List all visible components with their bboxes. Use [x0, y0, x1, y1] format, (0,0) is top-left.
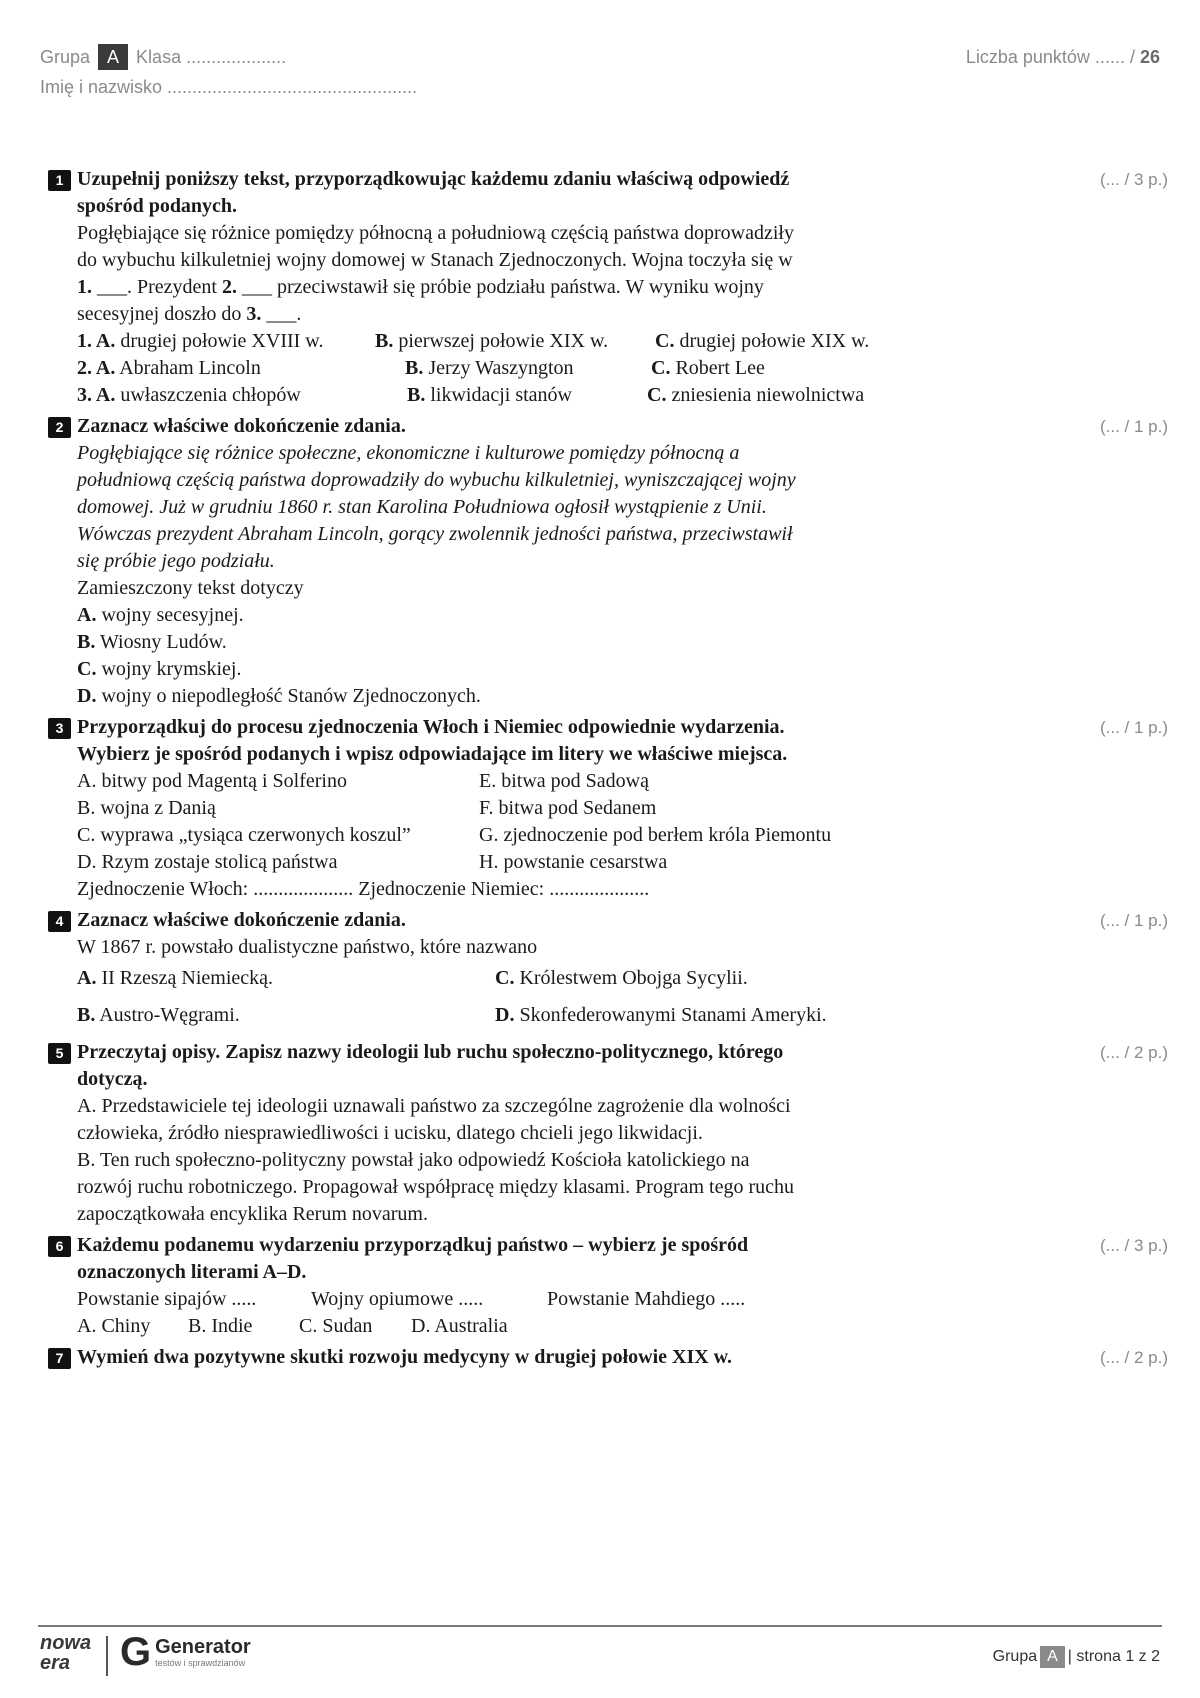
- country-options: [77, 1313, 947, 1340]
- task-points: (... / 1 p.): [1099, 911, 1168, 930]
- blank-number: 2.: [221, 276, 237, 298]
- points-label: Liczba punktów ...... /: [965, 47, 1135, 67]
- task-points: (... / 3 p.): [1099, 170, 1168, 189]
- task-3: [48, 714, 1168, 903]
- task-question: Przeczytaj opisy. Zapisz nazwy ideologii lub ruchu społeczno-politycznego, którego: [77, 1041, 784, 1063]
- option-c[interactable]: [651, 355, 765, 382]
- event-item: A. bitwy pod Magentą i Solferino: [77, 770, 347, 792]
- event-row: [77, 822, 947, 849]
- option-letter: B.: [77, 1004, 96, 1026]
- country-option: D. Australia: [411, 1315, 508, 1337]
- class-field: Klasa ....................: [136, 47, 287, 67]
- header-left: [40, 42, 417, 102]
- task-question: dotyczą.: [77, 1068, 148, 1090]
- event-item[interactable]: Powstanie Mahdiego .....: [547, 1288, 746, 1310]
- event-row: [77, 849, 947, 876]
- task-number: 5: [48, 1043, 71, 1064]
- option-a[interactable]: [77, 965, 495, 992]
- country-option: A. Chiny: [77, 1315, 151, 1337]
- generator-g-icon: G: [120, 1630, 152, 1674]
- option-text: wojny o niepodległość Stanów Zjednoczonych.: [96, 685, 481, 707]
- task-text: do wybuchu kilkuletniej wojny domowej w Stanach Zjednoczonych. Wojna toczyła się w: [77, 249, 793, 271]
- option-b[interactable]: [77, 1002, 495, 1029]
- description-b: rozwój ruchu robotniczego. Propagował współpracę między klasami. Program tego ruchu: [77, 1176, 795, 1198]
- task-5: [48, 1039, 1168, 1228]
- event-item: B. wojna z Danią: [77, 797, 216, 819]
- option-text: Skonfederowanymi Stanami Ameryki.: [514, 1004, 827, 1026]
- task-stem: W 1867 r. powstało dualistyczne państwo, które nazwano: [77, 936, 538, 958]
- task-number: 3: [48, 718, 71, 739]
- group-badge: A: [98, 44, 128, 70]
- option-c[interactable]: [495, 965, 748, 992]
- option-a[interactable]: [77, 602, 947, 629]
- option-text: wojny krymskiej.: [96, 658, 242, 680]
- option-a[interactable]: [77, 382, 407, 409]
- option-letter: D.: [495, 1004, 515, 1026]
- generator-tagline: testów i sprawdzianów: [155, 1658, 246, 1668]
- option-letter: C.: [647, 384, 667, 406]
- event-item: H. powstanie cesarstwa: [479, 851, 668, 873]
- option-row: [77, 382, 947, 409]
- option-row: [77, 328, 947, 355]
- task-1: [48, 166, 1168, 409]
- event-item: F. bitwa pod Sedanem: [479, 797, 657, 819]
- option-row: [77, 965, 947, 992]
- task-text: [77, 301, 947, 328]
- task-number: 6: [48, 1236, 71, 1257]
- task-stem: Zamieszczony tekst dotyczy: [77, 577, 304, 599]
- option-text: uwłaszczenia chłopów: [115, 384, 301, 406]
- blank-number: 3.: [246, 303, 262, 325]
- task-number: 1: [48, 170, 71, 191]
- task-number: 4: [48, 911, 71, 932]
- footer-group-badge: A: [1040, 1646, 1065, 1668]
- task-question: Wymień dwa pozytywne skutki rozwoju medycyny w drugiej połowie XIX w.: [77, 1346, 733, 1368]
- task-4: [48, 907, 1168, 1035]
- logo-text: nowa: [40, 1632, 92, 1654]
- description-b: B. Ten ruch społeczno-polityczny powstał jako odpowiedź Kościoła katolickiego na: [77, 1149, 750, 1171]
- task-2: [48, 413, 1168, 710]
- task-question: Zaznacz właściwe dokończenie zdania.: [77, 909, 406, 931]
- option-d[interactable]: [495, 1002, 827, 1029]
- answer-line[interactable]: Zjednoczenie Włoch: .................... Zjednoczenie Niemiec: ....................: [77, 878, 650, 900]
- source-text: się próbie jego podziału.: [77, 550, 275, 572]
- task-question: oznaczonych literami A–D.: [77, 1261, 307, 1283]
- option-text: II Rzeszą Niemiecką.: [96, 967, 274, 989]
- option-c[interactable]: [647, 382, 864, 409]
- task-6: [48, 1232, 1168, 1340]
- task-question: Wybierz je spośród podanych i wpisz odpowiadające im litery we właściwe miejsca.: [77, 743, 788, 765]
- nowa-era-logo: [40, 1633, 91, 1673]
- option-letter: B.: [405, 357, 424, 379]
- option-letter: A.: [77, 967, 97, 989]
- option-text: Królestwem Obojga Sycylii.: [514, 967, 748, 989]
- option-letter: D.: [77, 685, 97, 707]
- option-b[interactable]: [407, 382, 647, 409]
- option-text: wojny secesyjnej.: [96, 604, 244, 626]
- description-b: zapoczątkowała encyklika Rerum novarum.: [77, 1203, 428, 1225]
- option-text: likwidacji stanów: [425, 384, 572, 406]
- task-question: Zaznacz właściwe dokończenie zdania.: [77, 415, 406, 437]
- option-letter: C.: [651, 357, 671, 379]
- page-number: | strona 1 z 2: [1067, 1648, 1160, 1665]
- option-text: Abraham Lincoln: [115, 357, 261, 379]
- option-text: zniesienia niewolnictwa: [666, 384, 865, 406]
- generator-title: Generator: [155, 1636, 251, 1658]
- option-letter: B.: [375, 330, 394, 352]
- country-option: B. Indie: [188, 1315, 253, 1337]
- points-total: 26: [1139, 47, 1160, 67]
- description-a: A. Przedstawiciele tej ideologii uznawali państwo za szczególne zagrożenie dla wolności: [77, 1095, 791, 1117]
- page-info: [993, 1645, 1160, 1669]
- option-b[interactable]: [405, 355, 651, 382]
- option-c[interactable]: [77, 656, 947, 683]
- option-text: Jerzy Waszyngton: [423, 357, 574, 379]
- option-letter: C.: [655, 330, 675, 352]
- header-right: [966, 42, 1160, 72]
- event-item: C. wyprawa „tysiąca czerwonych koszul”: [77, 824, 411, 846]
- task-7: [48, 1344, 1168, 1371]
- task-text: [77, 274, 947, 301]
- task-text: Pogłębiające się różnice pomiędzy północną a południową częścią państwa doprowadziły: [77, 222, 794, 244]
- event-row: [77, 795, 947, 822]
- description-a: człowieka, źródło niesprawiedliwości i ucisku, dlatego chcieli jego likwidacji.: [77, 1122, 703, 1144]
- event-item[interactable]: Wojny opiumowe .....: [311, 1288, 484, 1310]
- option-letter: 2. A.: [77, 357, 116, 379]
- task-points: (... / 1 p.): [1099, 718, 1168, 737]
- group-label: Grupa: [40, 47, 91, 67]
- option-b[interactable]: [77, 629, 947, 656]
- option-text: Austro-Węgrami.: [95, 1004, 240, 1026]
- option-a[interactable]: [77, 355, 405, 382]
- option-letter: C.: [495, 967, 515, 989]
- option-letter: B.: [77, 631, 96, 653]
- source-text: Wówczas prezydent Abraham Lincoln, gorący zwolennik jedności państwa, przeciwstawił: [77, 523, 793, 545]
- option-text: Robert Lee: [670, 357, 765, 379]
- name-field: Imię i nazwisko ..................................................: [40, 77, 418, 97]
- option-text: drugiej połowie XVIII w.: [115, 330, 324, 352]
- source-text: Pogłębiające się różnice społeczne, ekonomiczne i kulturowe pomiędzy północną a: [77, 442, 740, 464]
- event-item: E. bitwa pod Sadową: [479, 770, 649, 792]
- task-points: (... / 2 p.): [1099, 1348, 1168, 1367]
- worksheet: [48, 166, 1168, 1371]
- option-b[interactable]: [375, 328, 655, 355]
- blank-number: 1.: [77, 276, 92, 298]
- option-row: [77, 1002, 947, 1029]
- task-points: (... / 3 p.): [1099, 1236, 1168, 1255]
- task-question: Uzupełnij poniższy tekst, przyporządkowując każdemu zdaniu właściwą odpowiedź: [77, 168, 790, 190]
- footer-group-label: Grupa: [992, 1648, 1038, 1665]
- text-fragment: ___. Prezydent: [92, 276, 222, 298]
- task-question: Przyporządkuj do procesu zjednoczenia Włoch i Niemiec odpowiednie wydarzenia.: [77, 716, 785, 738]
- task-number: 7: [48, 1348, 71, 1369]
- option-text: drugiej połowie XIX w.: [674, 330, 870, 352]
- option-letter: 1. A.: [77, 330, 116, 352]
- event-item[interactable]: Powstanie sipajów .....: [77, 1288, 257, 1310]
- logo-separator: [106, 1636, 108, 1676]
- option-letter: C.: [77, 658, 97, 680]
- task-question: spośród podanych.: [77, 195, 238, 217]
- footer-divider: [38, 1625, 1162, 1627]
- event-row: [77, 1286, 947, 1313]
- source-text: domowej. Już w grudniu 1860 r. stan Karolina Południowa ogłosił wystąpienie z Unii.: [77, 496, 767, 518]
- option-text: Wiosny Ludów.: [95, 631, 227, 653]
- event-item: G. zjednoczenie pod berłem króla Piemontu: [479, 824, 832, 846]
- event-item: D. Rzym zostaje stolicą państwa: [77, 851, 338, 873]
- text-fragment: ___ przeciwstawił się próbie podziału państwa. W wyniku wojny: [236, 276, 764, 298]
- option-letter: 3. A.: [77, 384, 116, 406]
- task-question: Każdemu podanemu wydarzeniu przyporządkuj państwo – wybierz je spośród: [77, 1234, 749, 1256]
- logo-text: era: [40, 1652, 71, 1674]
- text-fragment: secesyjnej doszło do: [77, 303, 247, 325]
- group-row: [40, 42, 417, 72]
- text-fragment: ___.: [261, 303, 302, 325]
- task-points: (... / 2 p.): [1099, 1043, 1168, 1062]
- option-c[interactable]: [655, 328, 869, 355]
- option-a[interactable]: [77, 328, 375, 355]
- option-letter: B.: [407, 384, 426, 406]
- country-option: C. Sudan: [299, 1315, 373, 1337]
- option-row: [77, 355, 947, 382]
- source-text: południową częścią państwa doprowadziły do wybuchu kilkuletniej, wyniszczającej wojny: [77, 469, 796, 491]
- task-points: (... / 1 p.): [1099, 417, 1168, 436]
- option-letter: A.: [77, 604, 97, 626]
- generator-logo: [120, 1632, 251, 1672]
- event-row: [77, 768, 947, 795]
- option-text: pierwszej połowie XIX w.: [393, 330, 609, 352]
- task-number: 2: [48, 417, 71, 438]
- option-d[interactable]: [77, 683, 947, 710]
